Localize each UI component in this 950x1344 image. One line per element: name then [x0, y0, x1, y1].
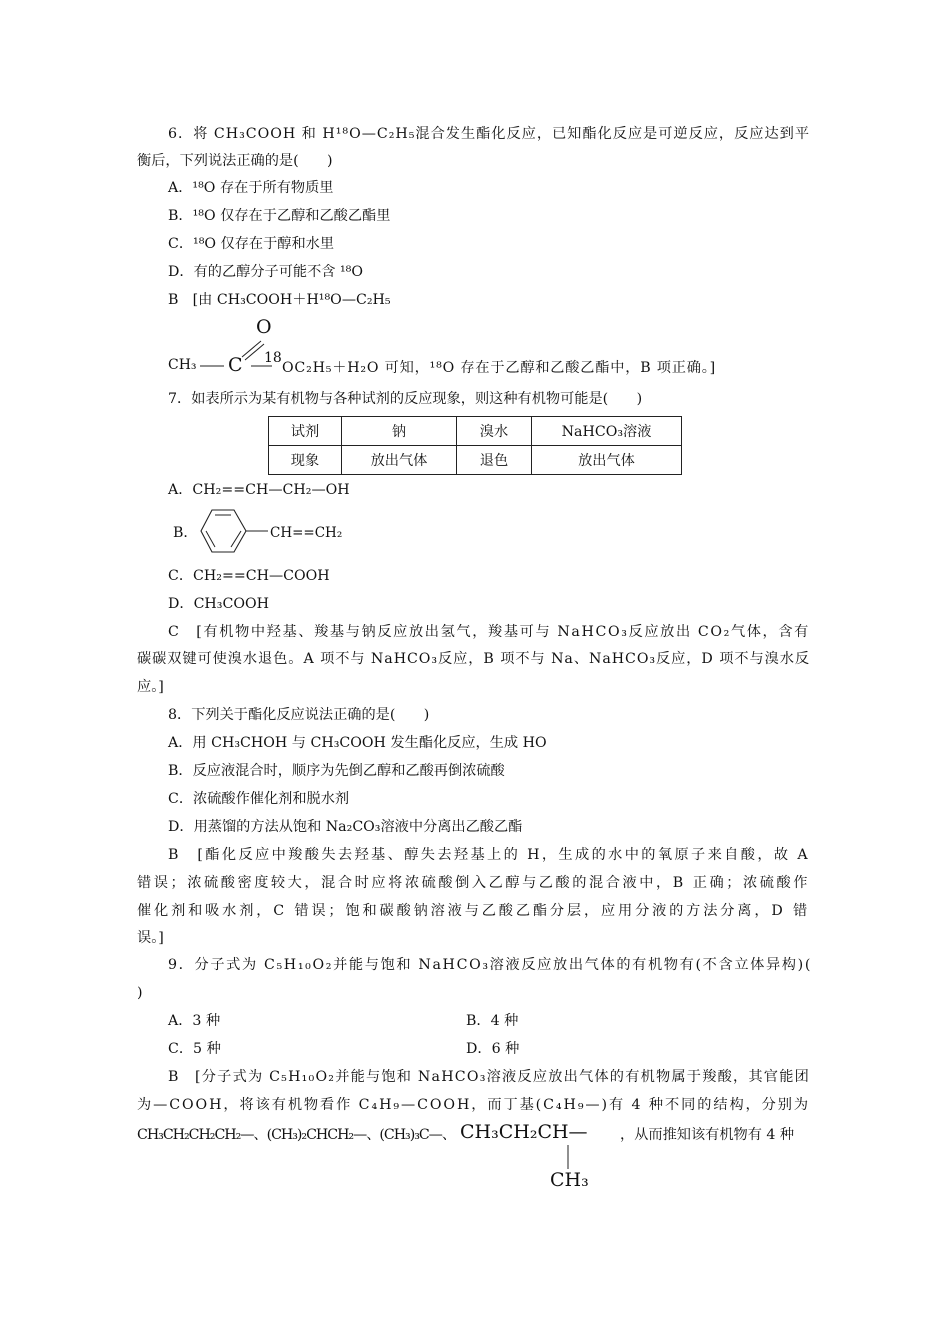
q8-option-b: B．反应液混合时，顺序为先倒乙醇和乙酸再倒浓硫酸 [168, 763, 505, 779]
q8-option-a: A．用 CH₃CHOH 与 CH₃COOH 发生酯化反应，生成 HO [168, 735, 547, 751]
table-cell: 钠 [342, 417, 457, 446]
sec-butyl-structure [460, 1121, 610, 1201]
q6-answer-line1: B [由 CH₃COOH＋H¹⁸O—C₂H₅ [168, 292, 391, 308]
q9-answer-line3: CH₃CH₂CH₂CH₂—、(CH₃)₂CHCH₂—、(CH₃)₃C—、 [137, 1127, 455, 1143]
ester-structural-formula [168, 316, 282, 378]
q9-stem-line2: ) [137, 985, 143, 1001]
q9-answer-line2: 为—COOH，将该有机物看作 C₄H₉—COOH，而丁基(C₄H₉—)有 4 种不同的结构，分别为 [137, 1097, 810, 1113]
q9-option-c: C．5 种 [168, 1041, 221, 1057]
q7-option-b-label: B． [173, 525, 198, 541]
q6-option-d: D．有的乙醇分子可能不含 ¹⁸O [168, 264, 363, 280]
q8-answer-line1: B [酯化反应中羧酸失去羟基、醇失去羟基上的 H，生成的水中的氧原子来自酸，故 A [168, 847, 810, 863]
q8-stem: 8．下列关于酯化反应说法正确的是( ) [168, 707, 430, 723]
q9-option-a: A．3 种 [168, 1013, 221, 1029]
q7-stem: 7．如表所示为某有机物与各种试剂的反应现象，则这种有机物可能是( ) [168, 391, 643, 407]
q6-stem-line2: 衡后，下列说法正确的是( ) [137, 153, 333, 169]
q9-stem-line1: 9．分子式为 C₅H₁₀O₂并能与饱和 NaHCO₃溶液反应放出气体的有机物有(不含立体异构)( [168, 957, 812, 973]
q8-answer-line4: 误。] [137, 930, 164, 946]
q7-option-c: C．CH₂==CH—COOH [168, 568, 330, 584]
q7-answer-line3: 应。] [137, 679, 164, 695]
table-cell: 退色 [457, 446, 532, 475]
q9-answer-line1: B [分子式为 C₅H₁₀O₂并能与饱和 NaHCO₃溶液反应放出气体的有机物属于羧酸，其官能团 [168, 1069, 810, 1085]
q7-option-a: A．CH₂==CH—CH₂—OH [168, 482, 350, 498]
q6-stem-line1: 6．将 CH₃COOH 和 H¹⁸O—C₂H₅混合发生酯化反应，已知酯化反应是可逆反应，反应达到平 [168, 126, 810, 142]
q6-option-c: C．¹⁸O 仅存在于醇和水里 [168, 236, 335, 252]
q7-answer-line1: C [有机物中羟基、羧基与钠反应放出氢气，羧基可与 NaHCO₃反应放出 CO₂气体，含有 [168, 624, 810, 640]
reaction-table [268, 416, 682, 475]
carbonyl-oxygen-label: O [256, 316, 272, 338]
q6-answer-line2: OC₂H₅＋H₂O 可知，¹⁸O 存在于乙醇和乙酸乙酯中，B 项正确。] [282, 360, 716, 376]
table-cell: 现象 [269, 446, 342, 475]
table-cell: 溴水 [457, 417, 532, 446]
q7-answer-line2: 碳碳双键可使溴水退色。A 项不与 NaHCO₃反应，B 项不与 Na、NaHCO₃反应，D 项不与溴水反 [137, 651, 810, 667]
methyl-label: CH₃ [168, 357, 197, 373]
q8-answer-line3: 催化剂和吸水剂，C 错误；饱和碳酸钠溶液与乙酸乙酯分层，应用分液的方法分离，D 错 [137, 903, 810, 919]
q6-option-b: B．¹⁸O 仅存在于乙醇和乙酸乙酯里 [168, 208, 391, 224]
table-row [269, 417, 682, 446]
branch-bond [563, 1145, 573, 1171]
table-row [269, 446, 682, 475]
isotope-18-label: 18 [264, 350, 282, 366]
carbonyl-carbon-label: C [228, 354, 243, 376]
table-cell: 放出气体 [532, 446, 682, 475]
q8-option-d: D．用蒸馏的方法从饱和 Na₂CO₃溶液中分离出乙酸乙酯 [168, 819, 523, 835]
q6-option-a: A．¹⁸O 存在于所有物质里 [168, 180, 334, 196]
sec-butyl-branch-methyl: CH₃ [550, 1169, 589, 1191]
vinyl-group-label: CH==CH₂ [270, 525, 343, 541]
table-cell: NaHCO₃溶液 [532, 417, 682, 446]
benzene-ring-icon [198, 507, 270, 557]
table-cell: 放出气体 [342, 446, 457, 475]
q9-option-d: D．6 种 [466, 1041, 520, 1057]
sec-butyl-main-chain: CH₃CH₂CH— [460, 1121, 588, 1143]
q7-option-d: D．CH₃COOH [168, 596, 269, 612]
q9-option-b: B．4 种 [466, 1013, 519, 1029]
q8-option-c: C．浓硫酸作催化剂和脱水剂 [168, 791, 350, 807]
table-cell: 试剂 [269, 417, 342, 446]
q8-answer-line2: 错误；浓硫酸密度较大，混合时应将浓硫酸倒入乙醇与乙酸的混合液中，B 正确；浓硫酸作 [137, 875, 810, 891]
q9-answer-line3-end: ，从而推知该有机物有 4 种 [620, 1127, 795, 1143]
